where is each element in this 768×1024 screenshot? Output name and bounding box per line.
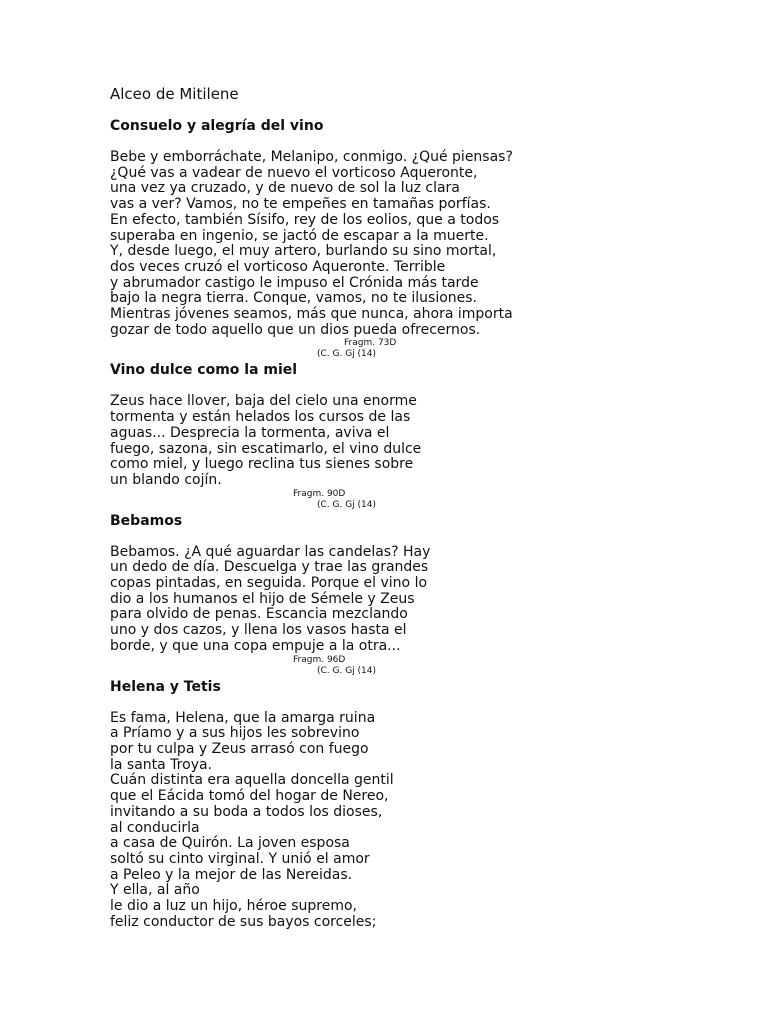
poem-section <box>110 360 730 510</box>
poem-line: a Príamo y a sus hijos les sobrevino <box>110 725 360 742</box>
fragment-source <box>110 338 730 360</box>
poem-line: dio a los humanos el hijo de Sémele y Zeus <box>110 590 415 607</box>
poem-line: gozar de todo aquello que un dios pueda ofrecernos. <box>110 321 481 338</box>
poem-line: superaba en ingenio, se jactó de escapar a la muerte. <box>110 227 489 244</box>
poem-section <box>110 677 730 931</box>
poem-heading: Bebamos <box>110 512 183 529</box>
poem-line: Bebamos. ¿A qué aguardar las candelas? Hay <box>110 543 431 560</box>
poem-line: Zeus hace llover, baja del cielo una enorme <box>110 393 417 410</box>
poem-line: Cuán distinta era aquella doncella gentil <box>110 772 394 789</box>
document-page <box>110 84 730 930</box>
poem-line: como miel, y luego reclina tus sienes sobre <box>110 456 414 473</box>
poem-line: aguas... Desprecia la tormenta, aviva el <box>110 424 390 441</box>
fragment-reference: (C. G. Gj (14) <box>317 349 377 360</box>
poem-line: uno y dos cazos, y llena los vasos hasta el <box>110 622 407 639</box>
poem-line: la santa Troya. <box>110 756 213 773</box>
poem-body <box>110 394 730 488</box>
poem-line: para olvido de penas. Escancia mezclando <box>110 606 408 623</box>
poem-line: ¿Qué vas a vadear de nuevo el vorticoso Aqueronte, <box>110 164 478 181</box>
poem-line: le dio a luz un hijo, héroe supremo, <box>110 898 357 915</box>
poem-line: y abrumador castigo le impuso el Crónida más tarde <box>110 274 479 291</box>
fragment-reference: (C. G. Gj (14) <box>317 665 377 676</box>
poem-line: una vez ya cruzado, y de nuevo de sol la luz clara <box>110 180 460 197</box>
poem-line: Mientras jóvenes seamos, más que nunca, ahora importa <box>110 306 513 323</box>
poem-line: dos veces cruzó el vorticoso Aqueronte. Terrible <box>110 258 446 275</box>
poem-line: invitando a su boda a todos los dioses, <box>110 803 383 820</box>
poem-line: fuego, sazona, sin escatimarlo, el vino dulce <box>110 440 422 457</box>
poem-line: borde, y que una copa empuje a la otra... <box>110 637 401 654</box>
poem-line: por tu culpa y Zeus arrasó con fuego <box>110 740 369 757</box>
document-title: Alceo de Mitilene <box>110 85 239 103</box>
poem-line: vas a ver? Vamos, no te empeñes en tamañas porfías. <box>110 196 491 213</box>
poem-section <box>110 116 730 360</box>
fragment-source <box>110 655 730 677</box>
poem-heading: Consuelo y alegría del vino <box>110 118 324 134</box>
poem-line: a Peleo y la mejor de las Nereidas. <box>110 866 353 883</box>
poem-line: soltó su cinto virginal. Y unió el amor <box>110 850 370 867</box>
poem-body <box>110 545 730 655</box>
poem-line: tormenta y están helados los cursos de las <box>110 409 411 426</box>
poem-line: un blando cojín. <box>110 471 222 488</box>
poem-line: Y, desde luego, el muy artero, burlando su sino mortal, <box>110 243 497 260</box>
poem-line: un dedo de día. Descuelga y trae las grandes <box>110 559 429 576</box>
poem-line: Bebe y emborráchate, Melanipo, conmigo. ¿Qué piensas? <box>110 149 513 165</box>
poem-line: feliz conductor de sus bayos corceles; <box>110 913 377 930</box>
poem-line: Es fama, Helena, que la amarga ruina <box>110 709 376 726</box>
poem-line: Y ella, al año <box>110 882 200 899</box>
poem-body <box>110 711 730 931</box>
poem-heading: Vino dulce como la miel <box>110 362 298 379</box>
poem-heading: Helena y Tetis <box>110 678 221 695</box>
fragment-number: Fragm. 73D <box>344 338 397 349</box>
fragment-source <box>110 489 730 511</box>
poem-line: que el Eácida tomó del hogar de Nereo, <box>110 788 389 805</box>
poem-body <box>110 150 730 338</box>
poem-line: En efecto, también Sísifo, rey de los eolios, que a todos <box>110 211 500 228</box>
fragment-number: Fragm. 90D <box>293 488 346 499</box>
poem-section <box>110 511 730 677</box>
fragment-reference: (C. G. Gj (14) <box>317 499 377 510</box>
poem-line: al conducirla <box>110 819 200 836</box>
poem-line: bajo la negra tierra. Conque, vamos, no te ilusiones. <box>110 290 478 307</box>
poem-line: copas pintadas, en seguida. Porque el vino lo <box>110 575 428 592</box>
fragment-number: Fragm. 96D <box>293 654 346 665</box>
poem-line: a casa de Quirón. La joven esposa <box>110 835 350 852</box>
